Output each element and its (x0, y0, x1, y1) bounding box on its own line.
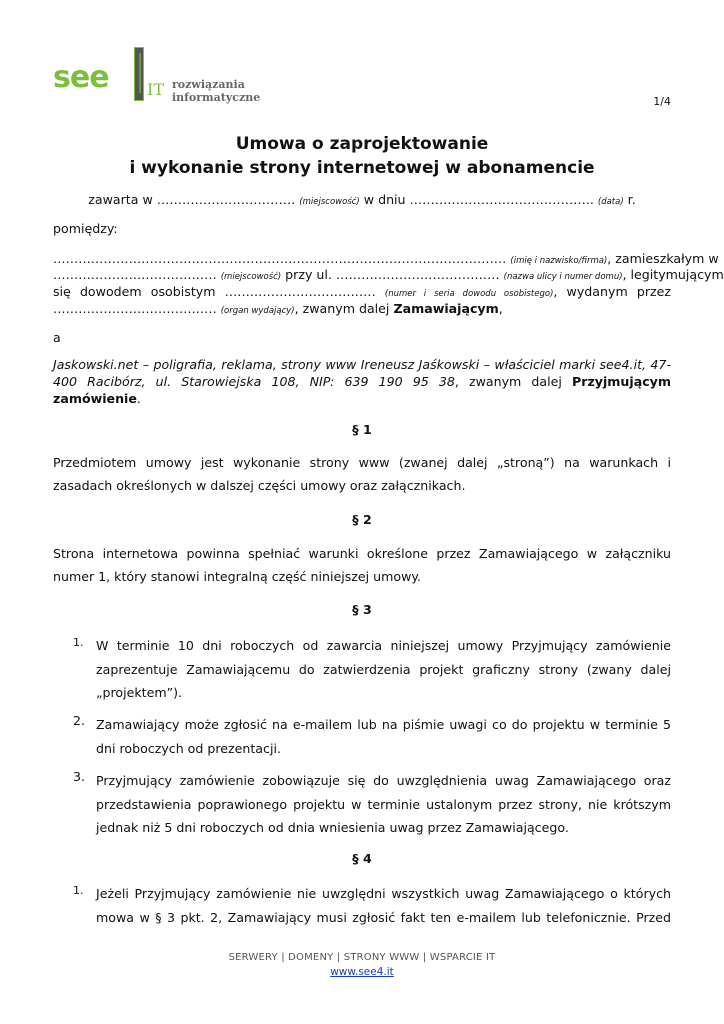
party1-line-2 (53, 267, 724, 282)
concluded-place: zawarta w …………………………… (88, 192, 296, 207)
item-number: 2. (73, 713, 86, 728)
document-title (53, 132, 671, 180)
party1-authority-hint: (organ wydający) (220, 306, 295, 316)
section-2-heading: § 2 (352, 512, 372, 527)
title-line-1: Umowa o zaprojektowanie (235, 134, 489, 154)
concluded-line (53, 192, 671, 207)
party1-line-3 (53, 284, 671, 299)
party1-idcard-text: się dowodem osobistym ……………………………… (53, 284, 376, 299)
item-number: 1. (73, 884, 84, 897)
place-hint: (miejscowość) (299, 197, 360, 207)
party1-name-hint: (imię i nazwisko/firma) (510, 256, 608, 266)
party1-name-dots: ……………………………………………………………………………………………… (53, 251, 507, 266)
party1-issued-text: , wydanym przez (553, 284, 671, 299)
between-label: pomiędzy: (53, 221, 118, 236)
logo-tagline: rozwiązania informatyczne (172, 78, 261, 104)
party1-street-hint: (nazwa ulicy i numer domu) (503, 272, 623, 282)
party2-end: . (136, 391, 141, 406)
party1-street-text: przy ul. ………………………………… (285, 267, 500, 282)
party1-residence-text: , zamieszkałym w (607, 251, 719, 266)
section-1-heading: § 1 (352, 422, 372, 437)
and-label: a (53, 330, 61, 345)
party1-city-hint: (miejscowość) (220, 272, 282, 282)
item-text: Jeżeli Przyjmujący zamówienie nie uwzględni wszystkich uwag Zamawiającego o których mowa w § 3 pkt. 2, Zamawiający musi zgłosić fakt ten e-mailem lub telefonicznie. Przed (96, 886, 671, 925)
party1-id-text: , legitymującym (622, 267, 724, 282)
logo-brand-text: see (53, 60, 109, 95)
party1-idcard-hint: (numer i seria dowodu osobistego) (384, 289, 554, 299)
concluded-date: w dniu …………………………………….. (363, 192, 594, 207)
party2-called-text: , zwanym dalej (454, 374, 572, 389)
party1-called-text: , zwanym dalej (294, 301, 390, 316)
item-number: 1. (73, 636, 84, 649)
party1-role: Zamawiającym (393, 301, 499, 316)
section-4-heading: § 4 (352, 851, 372, 866)
date-hint: (data) (597, 197, 624, 207)
party1-end: , (498, 301, 503, 316)
item-text: Zamawiający może zgłosić na e-mailem lub na piśmie uwagi co do projektu w terminie 5 dni roboczych od prezentacji. (96, 717, 671, 756)
section-2-text: Strona internetowa powinna spełniać warunki określone przez Zamawiającego w załączniku numer 1, który stanowi integralną część niniejszej umowy. (53, 546, 671, 584)
page-number: 1/4 (653, 95, 671, 108)
company-logo (53, 46, 333, 106)
section-1-text: Przedmiotem umowy jest wykonanie strony www (zwanej dalej „stroną”) na warunkach i zasadach określonych w dalszej części umowy oraz załącznikach. (53, 455, 671, 493)
item-text: W terminie 10 dni roboczych od zawarcia niniejszej umowy Przyjmujący zamówienie zaprezentuje Zamawiającemu do zatwierdzenia projekt graficzny strony (zwany dalej „projektem”). (96, 638, 671, 700)
party1-city-dots: ………………………………… (53, 267, 217, 282)
section-3-heading: § 3 (352, 602, 372, 617)
party1-line-4 (53, 301, 671, 316)
party1-authority-dots: ………………………………… (53, 301, 217, 316)
title-line-2: i wykonanie strony internetowej w abonamencie (129, 158, 595, 178)
concluded-suffix: r. (627, 192, 636, 207)
footer-link-wrap (0, 966, 724, 978)
party2-role: Przyjmującym zamówienie (53, 374, 671, 406)
logo-suffix: IT (147, 80, 164, 99)
footer-website-link[interactable]: www.see4.it (330, 966, 394, 978)
logo-vertical-text-icon (137, 51, 143, 95)
item-number: 3. (73, 769, 86, 784)
footer-services: SERWERY | DOMENY | STRONY WWW | WSPARCIE IT (228, 952, 496, 963)
party2-paragraph (53, 356, 671, 407)
party2-company: Jaskowski.net – poligrafia, reklama, strony www Ireneusz Jaśkowski – właściciel marki see4.it, 47-400 Racibórz, ul. Starowiejska 108, NIP: 639 190 95 38 (53, 357, 671, 389)
party1-line-1 (53, 251, 719, 266)
item-text: Przyjmujący zamówienie zobowiązuje się do uwzględnienia uwag Zamawiającego oraz przedstawienia poprawionego projektu w terminie ustalonym przez strony, nie krótszym jednak niż 5 dni roboczych od dnia wniesienia uwag przez Zamawiającego. (96, 773, 671, 835)
